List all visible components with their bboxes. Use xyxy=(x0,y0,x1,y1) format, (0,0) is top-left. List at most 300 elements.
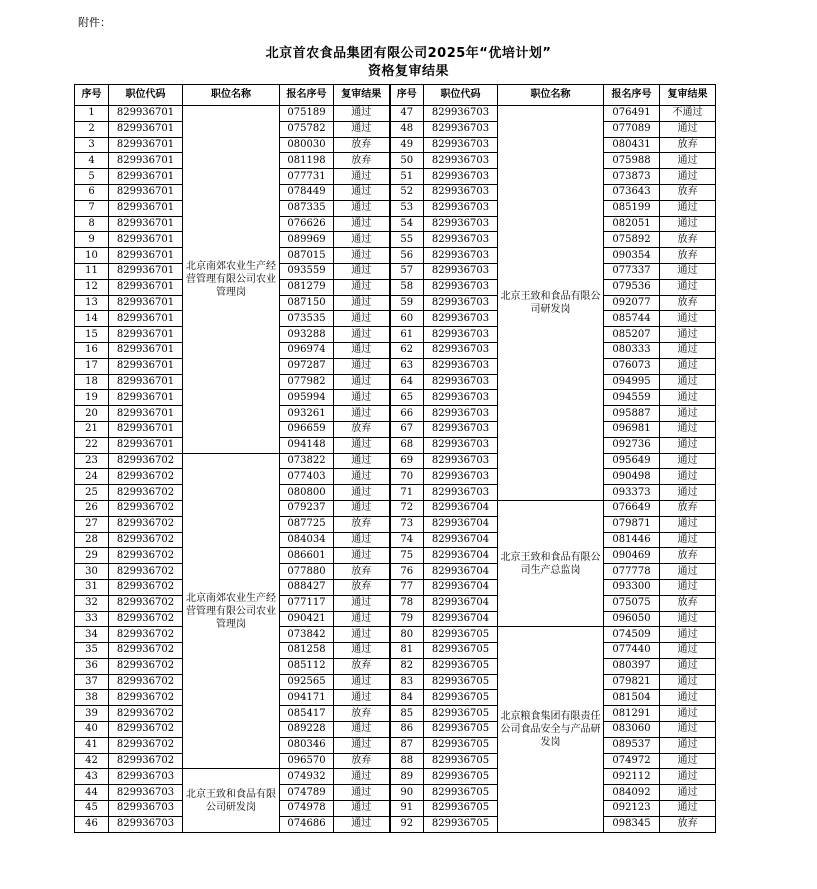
row-number-cell: 30 xyxy=(75,564,109,580)
registration-no-cell: 073643 xyxy=(604,184,660,200)
position-code-cell: 829936702 xyxy=(109,453,183,469)
review-result-cell: 通过 xyxy=(334,342,390,358)
row-number-cell: 4 xyxy=(75,153,109,169)
registration-no-cell: 089537 xyxy=(604,737,660,753)
position-code-cell: 829936705 xyxy=(424,643,498,659)
position-code-cell: 829936705 xyxy=(424,769,498,785)
review-results-table xyxy=(74,84,716,833)
position-code-cell: 829936701 xyxy=(109,406,183,422)
review-result-cell: 通过 xyxy=(334,816,390,832)
position-code-cell: 829936705 xyxy=(424,706,498,722)
row-number-cell: 69 xyxy=(390,453,424,469)
position-code-cell: 829936703 xyxy=(109,769,183,785)
row-number-cell: 20 xyxy=(75,406,109,422)
review-result-cell: 通过 xyxy=(660,263,716,279)
review-result-cell: 通过 xyxy=(660,469,716,485)
row-number-cell: 92 xyxy=(390,816,424,832)
row-number-cell: 15 xyxy=(75,327,109,343)
registration-no-cell: 080030 xyxy=(280,137,334,153)
table-row xyxy=(75,532,716,548)
review-result-cell: 通过 xyxy=(334,532,390,548)
position-code-cell: 829936703 xyxy=(424,358,498,374)
registration-no-cell: 090421 xyxy=(280,611,334,627)
position-code-cell: 829936703 xyxy=(424,374,498,390)
registration-no-cell: 077778 xyxy=(604,564,660,580)
review-result-cell: 通过 xyxy=(334,643,390,659)
position-code-cell: 829936701 xyxy=(109,437,183,453)
review-result-cell: 通过 xyxy=(334,327,390,343)
review-result-cell: 通过 xyxy=(660,485,716,501)
review-result-cell: 通过 xyxy=(660,311,716,327)
review-result-cell: 通过 xyxy=(660,769,716,785)
row-number-cell: 65 xyxy=(390,390,424,406)
review-result-cell: 通过 xyxy=(660,121,716,137)
position-code-cell: 829936701 xyxy=(109,121,183,137)
row-number-cell: 73 xyxy=(390,516,424,532)
registration-no-cell: 076491 xyxy=(604,106,660,122)
table-row xyxy=(75,737,716,753)
position-code-cell: 829936705 xyxy=(424,785,498,801)
review-result-cell: 通过 xyxy=(660,153,716,169)
registration-no-cell: 098345 xyxy=(604,816,660,832)
table-row xyxy=(75,184,716,200)
registration-no-cell: 087015 xyxy=(280,248,334,264)
review-result-cell: 放弃 xyxy=(334,137,390,153)
registration-no-cell: 096981 xyxy=(604,421,660,437)
row-number-cell: 3 xyxy=(75,137,109,153)
position-code-cell: 829936701 xyxy=(109,216,183,232)
position-code-cell: 829936705 xyxy=(424,816,498,832)
row-number-cell: 44 xyxy=(75,785,109,801)
table-row xyxy=(75,390,716,406)
position-code-cell: 829936702 xyxy=(109,611,183,627)
row-number-cell: 54 xyxy=(390,216,424,232)
row-number-cell: 81 xyxy=(390,643,424,659)
table-row xyxy=(75,579,716,595)
review-result-cell: 通过 xyxy=(334,500,390,516)
position-code-cell: 829936703 xyxy=(424,106,498,122)
row-number-cell: 23 xyxy=(75,453,109,469)
row-number-cell: 88 xyxy=(390,753,424,769)
registration-no-cell: 087725 xyxy=(280,516,334,532)
row-number-cell: 85 xyxy=(390,706,424,722)
row-number-cell: 33 xyxy=(75,611,109,627)
row-number-cell: 72 xyxy=(390,500,424,516)
registration-no-cell: 089969 xyxy=(280,232,334,248)
registration-no-cell: 079871 xyxy=(604,516,660,532)
registration-no-cell: 079536 xyxy=(604,279,660,295)
position-code-cell: 829936704 xyxy=(424,532,498,548)
registration-no-cell: 094995 xyxy=(604,374,660,390)
position-code-cell: 829936704 xyxy=(424,595,498,611)
registration-no-cell: 081258 xyxy=(280,643,334,659)
row-number-cell: 49 xyxy=(390,137,424,153)
table-row xyxy=(75,564,716,580)
registration-no-cell: 093288 xyxy=(280,327,334,343)
position-code-cell: 829936705 xyxy=(424,627,498,643)
review-result-cell: 通过 xyxy=(660,785,716,801)
row-number-cell: 25 xyxy=(75,485,109,501)
position-code-cell: 829936703 xyxy=(424,200,498,216)
position-code-cell: 829936702 xyxy=(109,658,183,674)
review-result-cell: 通过 xyxy=(334,690,390,706)
table-row xyxy=(75,358,716,374)
table-row xyxy=(75,200,716,216)
position-code-cell: 829936704 xyxy=(424,564,498,580)
position-code-cell: 829936705 xyxy=(424,737,498,753)
position-code-cell: 829936702 xyxy=(109,579,183,595)
row-number-cell: 57 xyxy=(390,263,424,279)
position-code-cell: 829936703 xyxy=(424,248,498,264)
row-number-cell: 67 xyxy=(390,421,424,437)
review-result-cell: 通过 xyxy=(334,548,390,564)
row-number-cell: 36 xyxy=(75,658,109,674)
review-result-cell: 通过 xyxy=(334,769,390,785)
row-number-cell: 78 xyxy=(390,595,424,611)
position-code-cell: 829936701 xyxy=(109,263,183,279)
row-number-cell: 5 xyxy=(75,169,109,185)
row-number-cell: 87 xyxy=(390,737,424,753)
registration-no-cell: 075892 xyxy=(604,232,660,248)
position-code-cell: 829936701 xyxy=(109,342,183,358)
review-result-cell: 通过 xyxy=(660,611,716,627)
registration-no-cell: 092123 xyxy=(604,801,660,817)
registration-no-cell: 075075 xyxy=(604,595,660,611)
row-number-cell: 1 xyxy=(75,106,109,122)
row-number-cell: 75 xyxy=(390,548,424,564)
row-number-cell: 14 xyxy=(75,311,109,327)
table-row xyxy=(75,279,716,295)
position-name-cell: 北京粮食集团有限责任公司食品安全与产品研发岗 xyxy=(498,627,604,832)
review-result-cell: 通过 xyxy=(334,722,390,738)
review-result-cell: 通过 xyxy=(660,532,716,548)
table-row xyxy=(75,327,716,343)
registration-no-cell: 081198 xyxy=(280,153,334,169)
registration-no-cell: 085744 xyxy=(604,311,660,327)
position-code-cell: 829936701 xyxy=(109,106,183,122)
row-number-cell: 77 xyxy=(390,579,424,595)
table-row xyxy=(75,311,716,327)
position-code-cell: 829936703 xyxy=(109,785,183,801)
registration-no-cell: 080800 xyxy=(280,485,334,501)
position-code-cell: 829936705 xyxy=(424,722,498,738)
review-result-cell: 放弃 xyxy=(660,295,716,311)
registration-no-cell: 075189 xyxy=(280,106,334,122)
registration-no-cell: 077731 xyxy=(280,169,334,185)
position-code-cell: 829936702 xyxy=(109,548,183,564)
position-code-cell: 829936703 xyxy=(424,263,498,279)
table-row xyxy=(75,137,716,153)
position-code-cell: 829936701 xyxy=(109,184,183,200)
row-number-cell: 91 xyxy=(390,801,424,817)
row-number-cell: 45 xyxy=(75,801,109,817)
table-row xyxy=(75,295,716,311)
review-result-cell: 放弃 xyxy=(334,706,390,722)
position-code-cell: 829936701 xyxy=(109,295,183,311)
document-subtitle: 资格复审结果 xyxy=(367,64,449,79)
position-code-cell: 829936701 xyxy=(109,311,183,327)
registration-no-cell: 093373 xyxy=(604,485,660,501)
row-number-cell: 66 xyxy=(390,406,424,422)
table-row xyxy=(75,421,716,437)
registration-no-cell: 073873 xyxy=(604,169,660,185)
review-result-cell: 通过 xyxy=(334,232,390,248)
row-number-cell: 35 xyxy=(75,643,109,659)
review-result-cell: 通过 xyxy=(334,169,390,185)
review-result-cell: 通过 xyxy=(334,737,390,753)
review-result-cell: 通过 xyxy=(334,279,390,295)
row-number-cell: 58 xyxy=(390,279,424,295)
table-row xyxy=(75,674,716,690)
position-code-cell: 829936703 xyxy=(424,121,498,137)
table-row xyxy=(75,658,716,674)
row-number-cell: 9 xyxy=(75,232,109,248)
registration-no-cell: 073535 xyxy=(280,311,334,327)
review-result-cell: 放弃 xyxy=(334,753,390,769)
row-number-cell: 16 xyxy=(75,342,109,358)
table-row xyxy=(75,722,716,738)
header-registration-no: 报名序号 xyxy=(280,85,334,106)
review-result-cell: 通过 xyxy=(660,406,716,422)
position-code-cell: 829936701 xyxy=(109,232,183,248)
review-result-cell: 通过 xyxy=(334,295,390,311)
position-code-cell: 829936702 xyxy=(109,595,183,611)
review-result-cell: 通过 xyxy=(660,216,716,232)
header-no: 序号 xyxy=(390,85,424,106)
registration-no-cell: 093261 xyxy=(280,406,334,422)
review-result-cell: 通过 xyxy=(334,785,390,801)
position-code-cell: 829936705 xyxy=(424,753,498,769)
position-code-cell: 829936704 xyxy=(424,516,498,532)
row-number-cell: 42 xyxy=(75,753,109,769)
row-number-cell: 48 xyxy=(390,121,424,137)
position-code-cell: 829936703 xyxy=(424,184,498,200)
position-code-cell: 829936702 xyxy=(109,469,183,485)
position-code-cell: 829936703 xyxy=(424,327,498,343)
registration-no-cell: 077440 xyxy=(604,643,660,659)
row-number-cell: 89 xyxy=(390,769,424,785)
position-code-cell: 829936702 xyxy=(109,674,183,690)
header-registration-no: 报名序号 xyxy=(604,85,660,106)
position-code-cell: 829936702 xyxy=(109,722,183,738)
table-row xyxy=(75,153,716,169)
registration-no-cell: 094559 xyxy=(604,390,660,406)
row-number-cell: 63 xyxy=(390,358,424,374)
row-number-cell: 27 xyxy=(75,516,109,532)
position-code-cell: 829936701 xyxy=(109,374,183,390)
review-result-cell: 通过 xyxy=(660,516,716,532)
row-number-cell: 22 xyxy=(75,437,109,453)
registration-no-cell: 089228 xyxy=(280,722,334,738)
row-number-cell: 68 xyxy=(390,437,424,453)
position-code-cell: 829936705 xyxy=(424,658,498,674)
review-result-cell: 放弃 xyxy=(660,816,716,832)
review-result-cell: 放弃 xyxy=(660,232,716,248)
table-row xyxy=(75,548,716,564)
row-number-cell: 12 xyxy=(75,279,109,295)
table-row xyxy=(75,169,716,185)
registration-no-cell: 082051 xyxy=(604,216,660,232)
position-code-cell: 829936701 xyxy=(109,327,183,343)
review-result-cell: 通过 xyxy=(660,453,716,469)
registration-no-cell: 076649 xyxy=(604,500,660,516)
row-number-cell: 7 xyxy=(75,200,109,216)
row-number-cell: 17 xyxy=(75,358,109,374)
registration-no-cell: 092077 xyxy=(604,295,660,311)
review-result-cell: 通过 xyxy=(334,485,390,501)
review-result-cell: 通过 xyxy=(334,674,390,690)
position-code-cell: 829936704 xyxy=(424,548,498,564)
position-code-cell: 829936703 xyxy=(424,169,498,185)
table-row xyxy=(75,706,716,722)
review-result-cell: 通过 xyxy=(660,564,716,580)
position-code-cell: 829936702 xyxy=(109,500,183,516)
registration-no-cell: 077337 xyxy=(604,263,660,279)
header-no: 序号 xyxy=(75,85,109,106)
registration-no-cell: 090469 xyxy=(604,548,660,564)
row-number-cell: 46 xyxy=(75,816,109,832)
registration-no-cell: 074509 xyxy=(604,627,660,643)
table-row xyxy=(75,500,716,516)
review-result-cell: 通过 xyxy=(660,342,716,358)
row-number-cell: 64 xyxy=(390,374,424,390)
position-code-cell: 829936703 xyxy=(424,453,498,469)
position-code-cell: 829936702 xyxy=(109,643,183,659)
review-result-cell: 通过 xyxy=(660,169,716,185)
registration-no-cell: 075782 xyxy=(280,121,334,137)
review-result-cell: 放弃 xyxy=(334,658,390,674)
registration-no-cell: 085112 xyxy=(280,658,334,674)
registration-no-cell: 096659 xyxy=(280,421,334,437)
row-number-cell: 43 xyxy=(75,769,109,785)
review-result-cell: 通过 xyxy=(334,469,390,485)
review-result-cell: 通过 xyxy=(660,643,716,659)
table-row xyxy=(75,263,716,279)
review-result-cell: 通过 xyxy=(334,611,390,627)
registration-no-cell: 095994 xyxy=(280,390,334,406)
row-number-cell: 71 xyxy=(390,485,424,501)
review-result-cell: 通过 xyxy=(334,437,390,453)
table-row xyxy=(75,801,716,817)
row-number-cell: 59 xyxy=(390,295,424,311)
table-row xyxy=(75,627,716,643)
table-row xyxy=(75,690,716,706)
position-code-cell: 829936701 xyxy=(109,390,183,406)
document-title: 北京首农食品集团有限公司2025年“优培计划” xyxy=(265,46,552,61)
position-name-cell: 北京王致和食品有限公司研发岗 xyxy=(183,769,280,832)
row-number-cell: 29 xyxy=(75,548,109,564)
row-number-cell: 83 xyxy=(390,674,424,690)
position-code-cell: 829936701 xyxy=(109,279,183,295)
registration-no-cell: 080397 xyxy=(604,658,660,674)
review-result-cell: 通过 xyxy=(334,216,390,232)
registration-no-cell: 073842 xyxy=(280,627,334,643)
row-number-cell: 80 xyxy=(390,627,424,643)
row-number-cell: 28 xyxy=(75,532,109,548)
row-number-cell: 55 xyxy=(390,232,424,248)
row-number-cell: 74 xyxy=(390,532,424,548)
registration-no-cell: 077117 xyxy=(280,595,334,611)
registration-no-cell: 096570 xyxy=(280,753,334,769)
position-code-cell: 829936701 xyxy=(109,169,183,185)
registration-no-cell: 080431 xyxy=(604,137,660,153)
review-result-cell: 通过 xyxy=(660,279,716,295)
table-row xyxy=(75,106,716,122)
position-code-cell: 829936703 xyxy=(424,390,498,406)
review-result-cell: 通过 xyxy=(660,753,716,769)
table-row xyxy=(75,485,716,501)
row-number-cell: 2 xyxy=(75,121,109,137)
table-row xyxy=(75,248,716,264)
review-result-cell: 放弃 xyxy=(334,564,390,580)
position-code-cell: 829936703 xyxy=(424,342,498,358)
registration-no-cell: 081279 xyxy=(280,279,334,295)
table-row xyxy=(75,785,716,801)
registration-no-cell: 096050 xyxy=(604,611,660,627)
row-number-cell: 52 xyxy=(390,184,424,200)
review-result-cell: 放弃 xyxy=(660,137,716,153)
position-code-cell: 829936703 xyxy=(424,311,498,327)
review-result-cell: 通过 xyxy=(334,374,390,390)
row-number-cell: 13 xyxy=(75,295,109,311)
review-result-cell: 通过 xyxy=(334,390,390,406)
position-code-cell: 829936703 xyxy=(424,485,498,501)
review-result-cell: 通过 xyxy=(660,579,716,595)
row-number-cell: 32 xyxy=(75,595,109,611)
registration-no-cell: 092736 xyxy=(604,437,660,453)
table-row xyxy=(75,753,716,769)
registration-no-cell: 085417 xyxy=(280,706,334,722)
position-code-cell: 829936703 xyxy=(424,279,498,295)
header-position-name: 职位名称 xyxy=(183,85,280,106)
registration-no-cell: 074932 xyxy=(280,769,334,785)
review-result-cell: 通过 xyxy=(660,801,716,817)
registration-no-cell: 094171 xyxy=(280,690,334,706)
review-result-cell: 通过 xyxy=(660,437,716,453)
registration-no-cell: 077982 xyxy=(280,374,334,390)
review-result-cell: 通过 xyxy=(660,706,716,722)
review-result-cell: 通过 xyxy=(334,311,390,327)
table-row xyxy=(75,816,716,832)
registration-no-cell: 080333 xyxy=(604,342,660,358)
position-name-cell: 北京王致和食品有限公司研发岗 xyxy=(498,106,604,501)
review-result-cell: 不通过 xyxy=(660,106,716,122)
registration-no-cell: 095649 xyxy=(604,453,660,469)
review-result-cell: 通过 xyxy=(334,358,390,374)
registration-no-cell: 083060 xyxy=(604,722,660,738)
registration-no-cell: 084034 xyxy=(280,532,334,548)
position-code-cell: 829936703 xyxy=(424,469,498,485)
registration-no-cell: 080346 xyxy=(280,737,334,753)
registration-no-cell: 074789 xyxy=(280,785,334,801)
row-number-cell: 84 xyxy=(390,690,424,706)
row-number-cell: 60 xyxy=(390,311,424,327)
table-header-row xyxy=(75,85,716,106)
position-code-cell: 829936704 xyxy=(424,500,498,516)
position-code-cell: 829936701 xyxy=(109,137,183,153)
position-code-cell: 829936702 xyxy=(109,690,183,706)
position-code-cell: 829936702 xyxy=(109,516,183,532)
position-code-cell: 829936705 xyxy=(424,801,498,817)
position-code-cell: 829936703 xyxy=(424,216,498,232)
position-name-cell: 北京王致和食品有限公司生产总监岗 xyxy=(498,500,604,626)
row-number-cell: 19 xyxy=(75,390,109,406)
attachment-label: 附件： xyxy=(78,16,111,29)
review-result-cell: 通过 xyxy=(660,737,716,753)
review-result-cell: 通过 xyxy=(660,690,716,706)
review-result-cell: 通过 xyxy=(660,374,716,390)
position-code-cell: 829936702 xyxy=(109,532,183,548)
